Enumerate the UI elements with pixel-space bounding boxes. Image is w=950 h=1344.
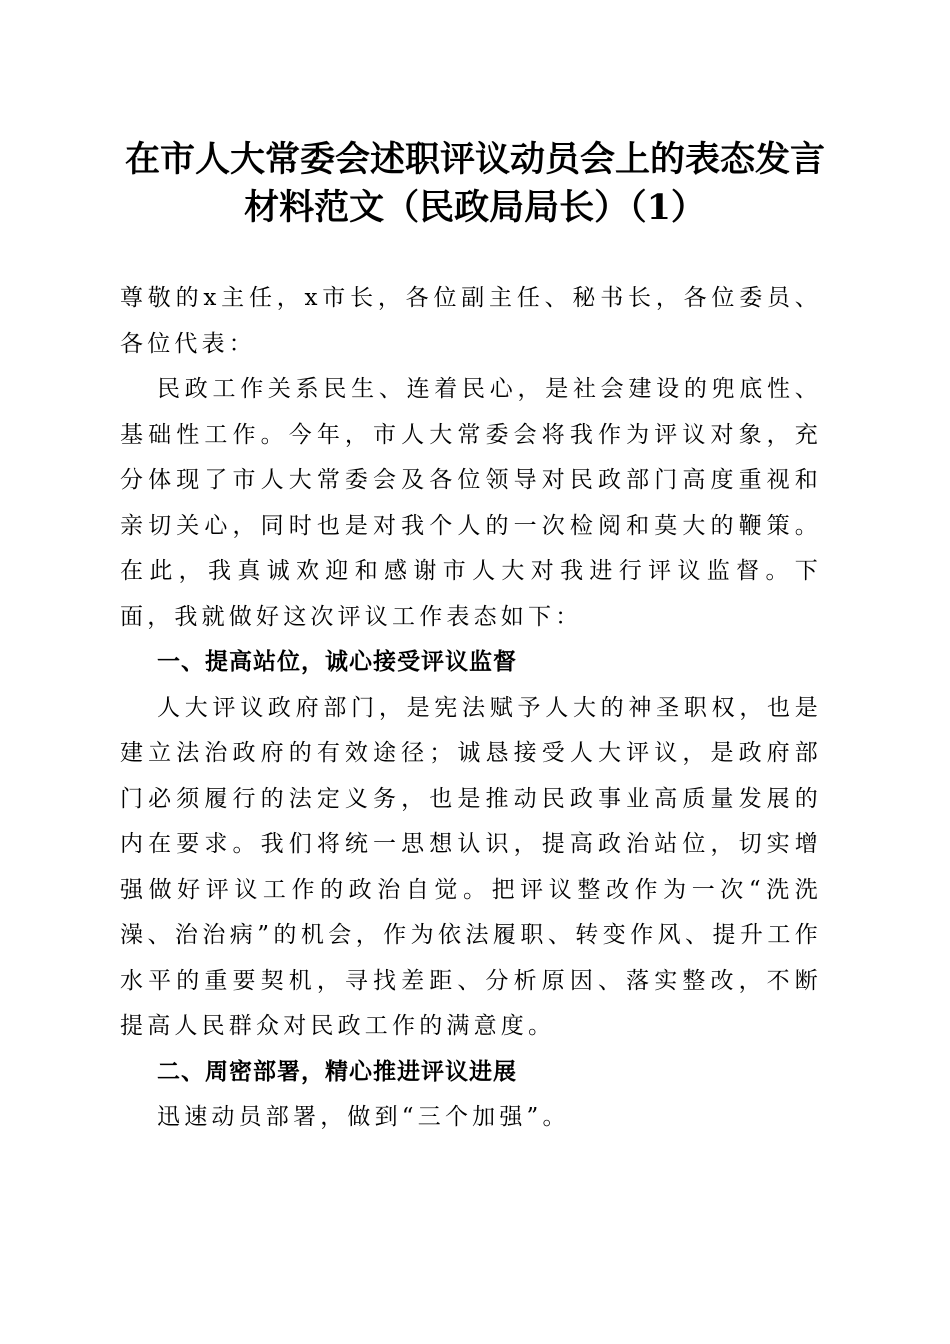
paragraph-intro: 民政工作关系民生、连着民心，是社会建设的兜底性、基础性工作。今年，市人大常委会将我作为评议对象，充分体现了市人大常委会及各位领导对民政部门高度重视和亲切关心，同时也是对我个人的一次检阅和莫大的鞭策。在此，我真诚欢迎和感谢市人大对我进行评议监督。下面，我就做好这次评议工作表态如下： xyxy=(120,376,822,630)
title-line-2: 材料范文（民政局局长）（1） xyxy=(244,187,706,228)
paragraph-section-1: 人大评议政府部门，是宪法赋予人大的神圣职权，也是建立法治政府的有效途径；诚恳接受人大评议，是政府部门必须履行的法定义务，也是推动民政事业高质量发展的内在要求。我们将统一思想认识，提高政治站位，切实增强做好评议工作的政治自觉。把评议整改作为一次“洗洗澡、治治病”的机会，作为依法履职、转变作风、提升工作水平的重要契机，寻找差距、分析原因、落实整改，不断提高人民群众对民政工作的满意度。 xyxy=(120,694,822,1039)
section-heading-1: 一、提高站位，诚心接受评议监督 xyxy=(157,649,517,675)
salutation: 尊敬的x主任，x市长，各位副主任、秘书长，各位委员、各位代表： xyxy=(120,285,822,357)
title-line-1: 在市人大常委会述职评议动员会上的表态发言 xyxy=(124,139,825,180)
document-title xyxy=(110,136,840,232)
document-body xyxy=(120,276,822,1141)
section-heading-2: 二、周密部署，精心推进评议进展 xyxy=(157,1058,517,1085)
paragraph-section-2: 迅速动员部署，做到“三个加强”。 xyxy=(157,1104,570,1130)
